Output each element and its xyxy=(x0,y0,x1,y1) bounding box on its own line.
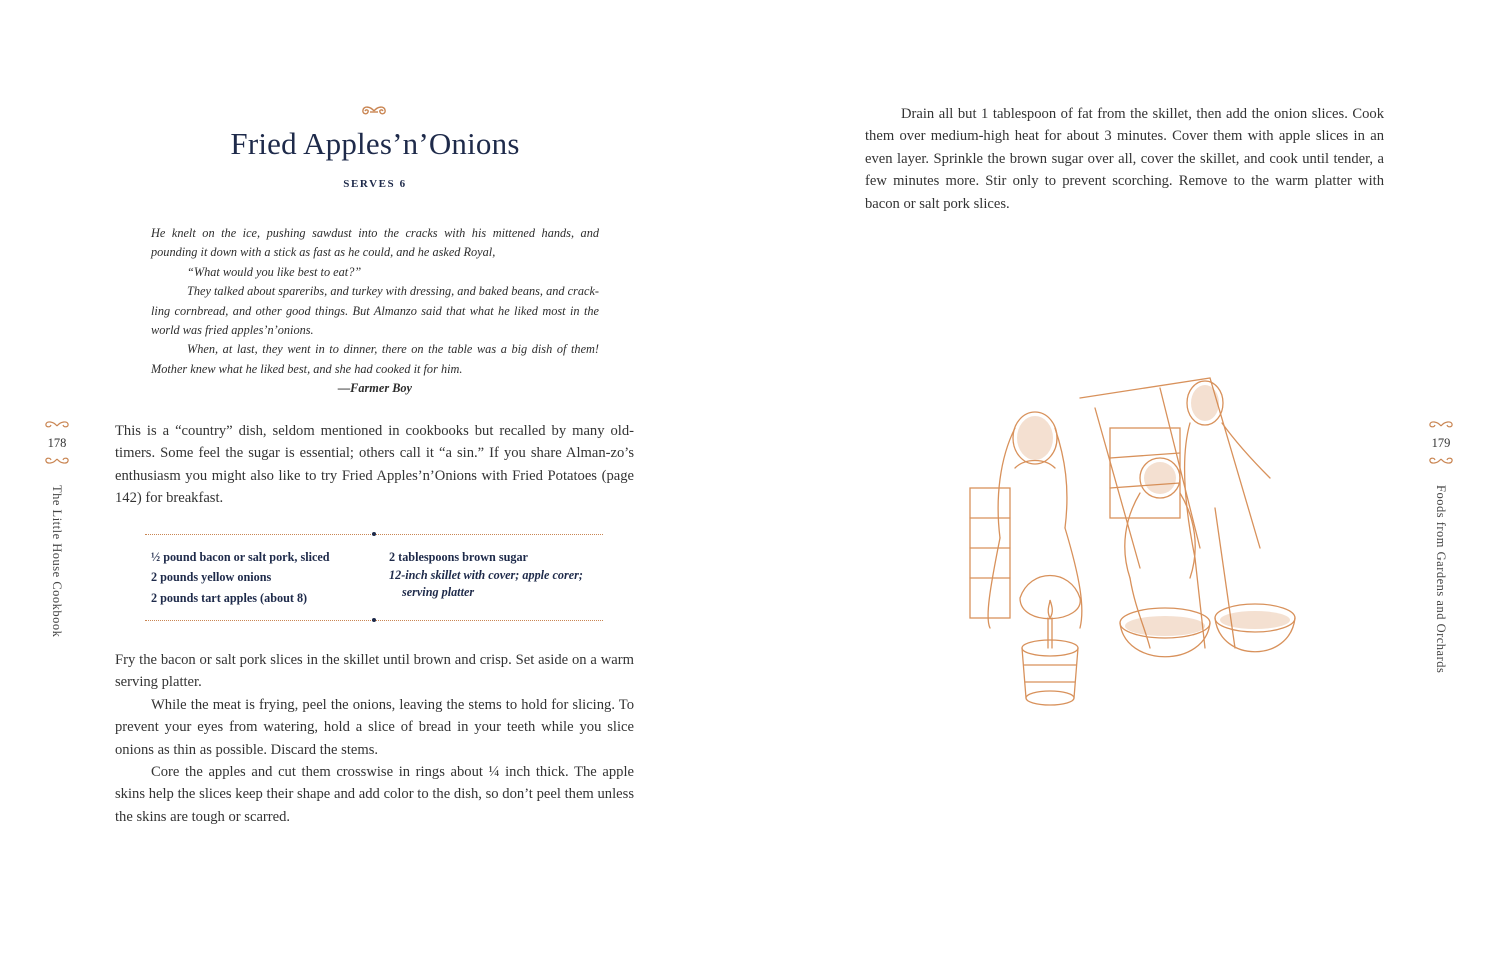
equipment-line: 12-inch skillet with cover; apple corer; xyxy=(389,568,583,583)
quote-attribution: —Farmer Boy xyxy=(337,381,412,396)
page-number-flourish-icon xyxy=(1427,420,1455,430)
page-number-flourish-icon xyxy=(43,455,71,465)
quote-paragraph: “What would you like best to eat?” xyxy=(187,264,362,279)
page-number-right: 179 xyxy=(1431,436,1451,450)
intro-paragraph xyxy=(115,420,634,510)
ingredients-column-left xyxy=(151,547,330,608)
pencil-sketch-children-apple-baskets-icon xyxy=(960,368,1320,718)
method-step: Fry the bacon or salt pork slices in the skillet until brown and crisp. Set aside on a warm serving platter. xyxy=(115,652,634,691)
title-flourish-icon xyxy=(358,104,390,118)
running-head-right: Foods from Gardens and Orchards xyxy=(1434,485,1448,674)
method-steps xyxy=(115,649,634,828)
ingredient-item: 2 pounds tart apples (about 8) xyxy=(151,590,308,605)
quote-paragraph: When, at last, they went in to dinner, there on the table was a big dish of them! Mother knew what he liked best, and she had cooked it for him. xyxy=(151,342,599,376)
page-number-flourish-icon xyxy=(43,420,71,430)
quote-paragraph: He knelt on the ice, pushing sawdust into the cracks with his mittened hands, and pounding it down with a stick as fast as he could, and he asked Royal, xyxy=(151,226,599,260)
continuation-paragraph xyxy=(865,103,1384,215)
page-number-left: 178 xyxy=(47,436,67,450)
ingredient-item: 2 tablespoons brown sugar xyxy=(389,550,528,564)
ingredients-column-right xyxy=(389,547,583,601)
intro-text: This is a “country” dish, seldom mentioned in cookbooks but recalled by many old-timers. Some feel the sugar is essential; others call it “a sin.” If you share Alman-zo’s enthusiasm you might also like to try Fried Apples’n’Onions with Fried Potatoes (page 142) for breakfast. xyxy=(115,423,634,507)
rule-center-dot xyxy=(372,532,376,536)
page-number-flourish-icon xyxy=(1427,455,1455,465)
ingredient-item: 2 pounds yellow onions xyxy=(151,570,272,585)
continuation-text: Drain all but 1 tablespoon of fat from the skillet, then add the onion slices. Cook them over medium-high heat for about 3 minutes. Cover them with apple slices in an even layer. Sprinkle the brown sugar over all, cover the skillet, and cook until tender, a few minutes more. Stir only to prevent scorching. Remove to the warm platter with bacon or salt pork slices. xyxy=(865,106,1384,212)
rule-center-dot xyxy=(372,618,376,622)
equipment-item xyxy=(389,567,583,601)
epigraph-quote xyxy=(151,224,599,399)
ingredient-item: ½ pound bacon or salt pork, sliced xyxy=(151,550,330,564)
recipe-title: Fried Apples’n’Onions xyxy=(230,126,520,161)
running-head-left: The Little House Cookbook xyxy=(50,485,64,638)
method-step: While the meat is frying, peel the onions, leaving the stems to hold for slicing. To prevent your eyes from watering, hold a slice of bread in your teeth while you slice onions as thin as possible. Discard the stems. xyxy=(115,696,634,758)
equipment-line: serving platter xyxy=(402,585,475,600)
quote-paragraph: They talked about spareribs, and turkey with dressing, and baked beans, and crack-ling cornbread, and other good things. But Almanzo said that what he liked most in the world was fried apples’n’onions. xyxy=(151,284,599,338)
serves-label: SERVES 6 xyxy=(343,178,407,190)
method-step: Core the apples and cut them crosswise in rings about ¼ inch thick. The apple skins help the slices keep their shape and add color to the dish, so don’t peel them unless the skins are tough or scarred. xyxy=(115,764,634,825)
